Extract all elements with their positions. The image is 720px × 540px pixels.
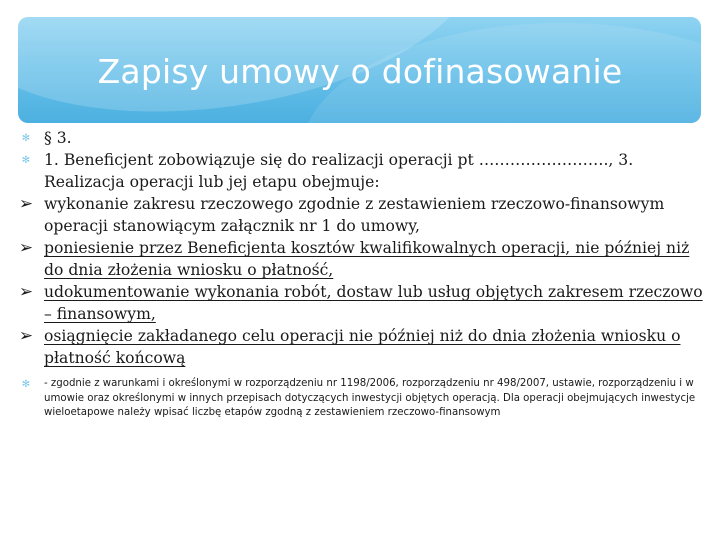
- list-item: [14, 149, 704, 193]
- item-text: udokumentowanie wykonania robót, dostaw lub usług objętych zakresem rzeczowo – finansowym,: [44, 283, 703, 323]
- list-item: [14, 237, 704, 281]
- arrow-bullet-icon: ➢: [18, 282, 34, 302]
- slide-title: Zapisy umowy o dofinasowanie: [97, 52, 623, 91]
- slide-content: [14, 127, 704, 421]
- item-text: wykonanie zakresu rzeczowego zgodnie z zestawieniem rzeczowo-finansowym operacji stanowiącym załącznik nr 1 do umowy,: [44, 195, 665, 235]
- list-item: [14, 281, 704, 325]
- list-item: [14, 193, 704, 237]
- star-bullet-icon: ✻: [21, 133, 31, 144]
- item-text: poniesienie przez Beneficjenta kosztów kwalifikowalnych operacji, nie później niż do dnia złożenia wniosku o płatność,: [44, 239, 690, 279]
- list-item: [14, 377, 704, 421]
- star-bullet-icon: ✻: [21, 379, 31, 390]
- list-item: [14, 325, 704, 369]
- arrow-bullet-icon: ➢: [18, 194, 34, 214]
- footnote-text: - zgodnie z warunkami i określonymi w rozporządzeniu nr 1198/2006, rozporządzeniu nr 498/2007, ustawie, rozporządzeniu i w umowie oraz określonymi w innych przepisach dotyczących inwestycji objętych operacją. Dla operacji obejmujących inwestycje wieloetapowe należy wpisać liczbę etapów zgodną z zestawieniem rzeczowo-finansowym: [44, 378, 696, 418]
- star-bullet-icon: ✻: [21, 155, 31, 166]
- arrow-bullet-icon: ➢: [18, 326, 34, 346]
- arrow-bullet-icon: ➢: [18, 238, 34, 258]
- item-text: osiągnięcie zakładanego celu operacji nie później niż do dnia złożenia wniosku o płatność końcową: [44, 327, 681, 367]
- section-number: § 3.: [44, 129, 72, 147]
- item-text: 1. Beneficjent zobowiązuje się do realizacji operacji pt ……………………., 3. Realizacja operacji lub jej etapu obejmuje:: [44, 151, 634, 191]
- list-item: [14, 127, 704, 149]
